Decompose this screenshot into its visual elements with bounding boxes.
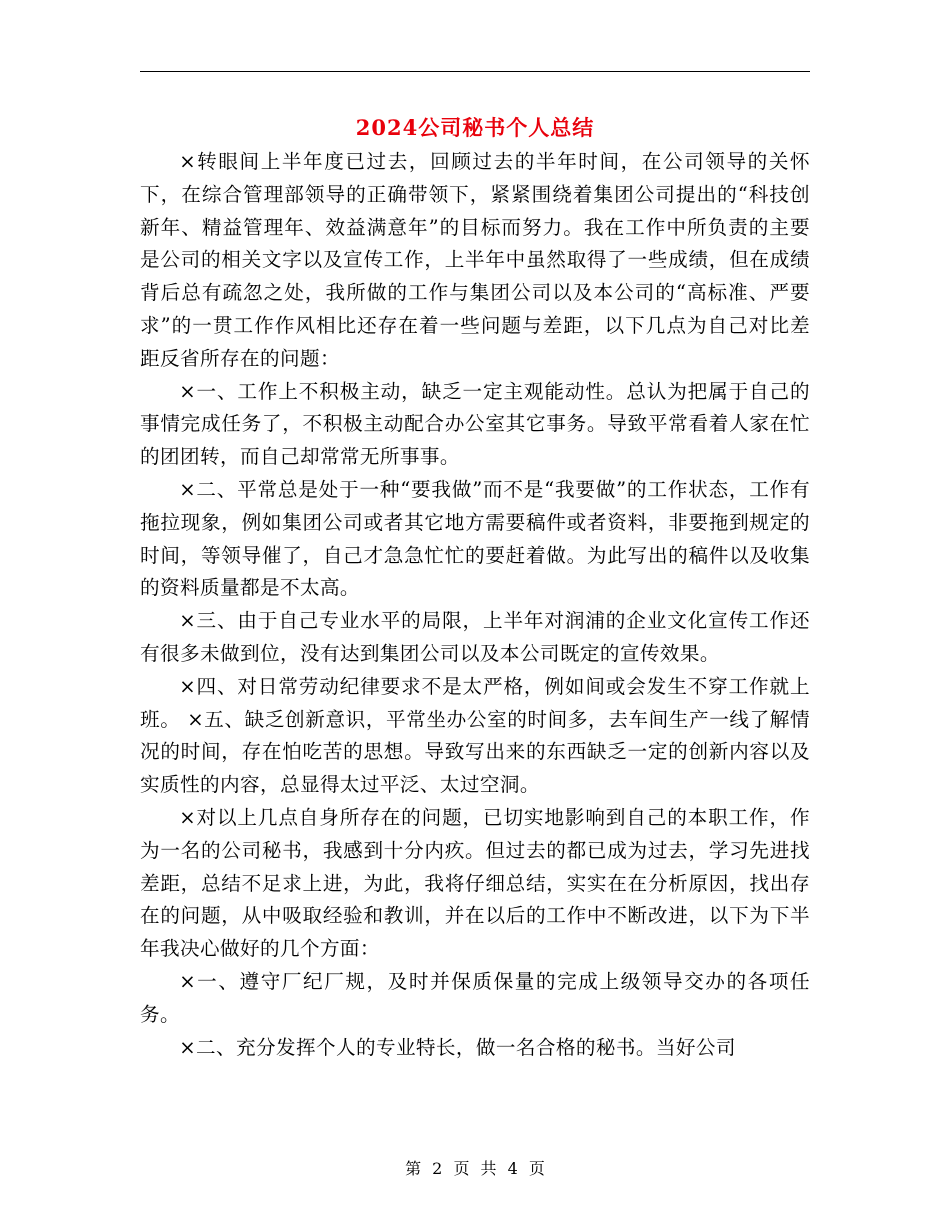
paragraph-reflection: ×对以上几点自身所存在的问题，已切实地影响到自己的本职工作，作为一名的公司秘书，我感到十分内疚。但过去的都已成为过去，学习先进找差距，总结不足求上进，为此，我将仔细总结，实实在在分析原因，找出存在的问题，从中吸取经验和教训，并在以后的工作中不断改进，以下为下半年我决心做好的几个方面：	[140, 805, 810, 961]
paragraph-issue-3: ×三、由于自己专业水平的局限，上半年对润浦的企业文化宣传工作还有很多未做到位，没有达到集团公司以及本公司既定的宣传效果。	[140, 609, 810, 665]
page-footer: 第 2 页 共 4 页	[405, 1159, 545, 1178]
paragraph-intro: ×转眼间上半年度已过去，回顾过去的半年时间，在公司领导的关怀下，在综合管理部领导的正确带领下，紧紧围绕着集团公司提出的“科技创新年、精益管理年、效益满意年”的目标而努力。我在工作中所负责的主要是公司的相关文字以及宣传工作，上半年中虽然取得了一些成绩，但在成绩背后总有疏忽之处，我所做的工作与集团公司以及本公司的“高标准、严要求”的一贯工作作风相比还存在着一些问题与差距，以下几点为自己对比差距反省所存在的问题：	[140, 150, 810, 370]
paragraph-issue-1: ×一、工作上不积极主动，缺乏一定主观能动性。总认为把属于自己的事情完成任务了，不积极主动配合办公室其它事务。导致平常看着人家在忙的团团转，而自己却常常无所事事。	[140, 379, 810, 469]
paragraph-plan-1: ×一、遵守厂纪厂规，及时并保质保量的完成上级领导交办的各项任务。	[140, 969, 810, 1026]
document-title: 2024公司秘书个人总结	[355, 115, 595, 140]
paragraph-plan-2: ×二、充分发挥个人的专业特长，做一名合格的秘书。当好公司	[179, 1035, 736, 1059]
header-rule	[140, 71, 810, 72]
paragraph-issue-4-5: ×四、对日常劳动纪律要求不是太严格，例如间或会发生不穿工作就上班。 ×五、缺乏创新意识，平常坐办公室的时间多，去车间生产一线了解情况的时间，存在怕吃苦的思想。导致写出来的东西缺乏一定的创新内容以及实质性的内容，总显得太过平泛、太过空洞。	[140, 674, 810, 797]
paragraph-issue-2: ×二、平常总是处于一种“要我做”而不是“我要做”的工作状态，工作有拖拉现象，例如集团公司或者其它地方需要稿件或者资料，非要拖到规定的时间，等领导催了，自己才急急忙忙的要赶着做。为此写出的稿件以及收集的资料质量都是不太高。	[140, 477, 810, 600]
document-body	[140, 146, 810, 1064]
